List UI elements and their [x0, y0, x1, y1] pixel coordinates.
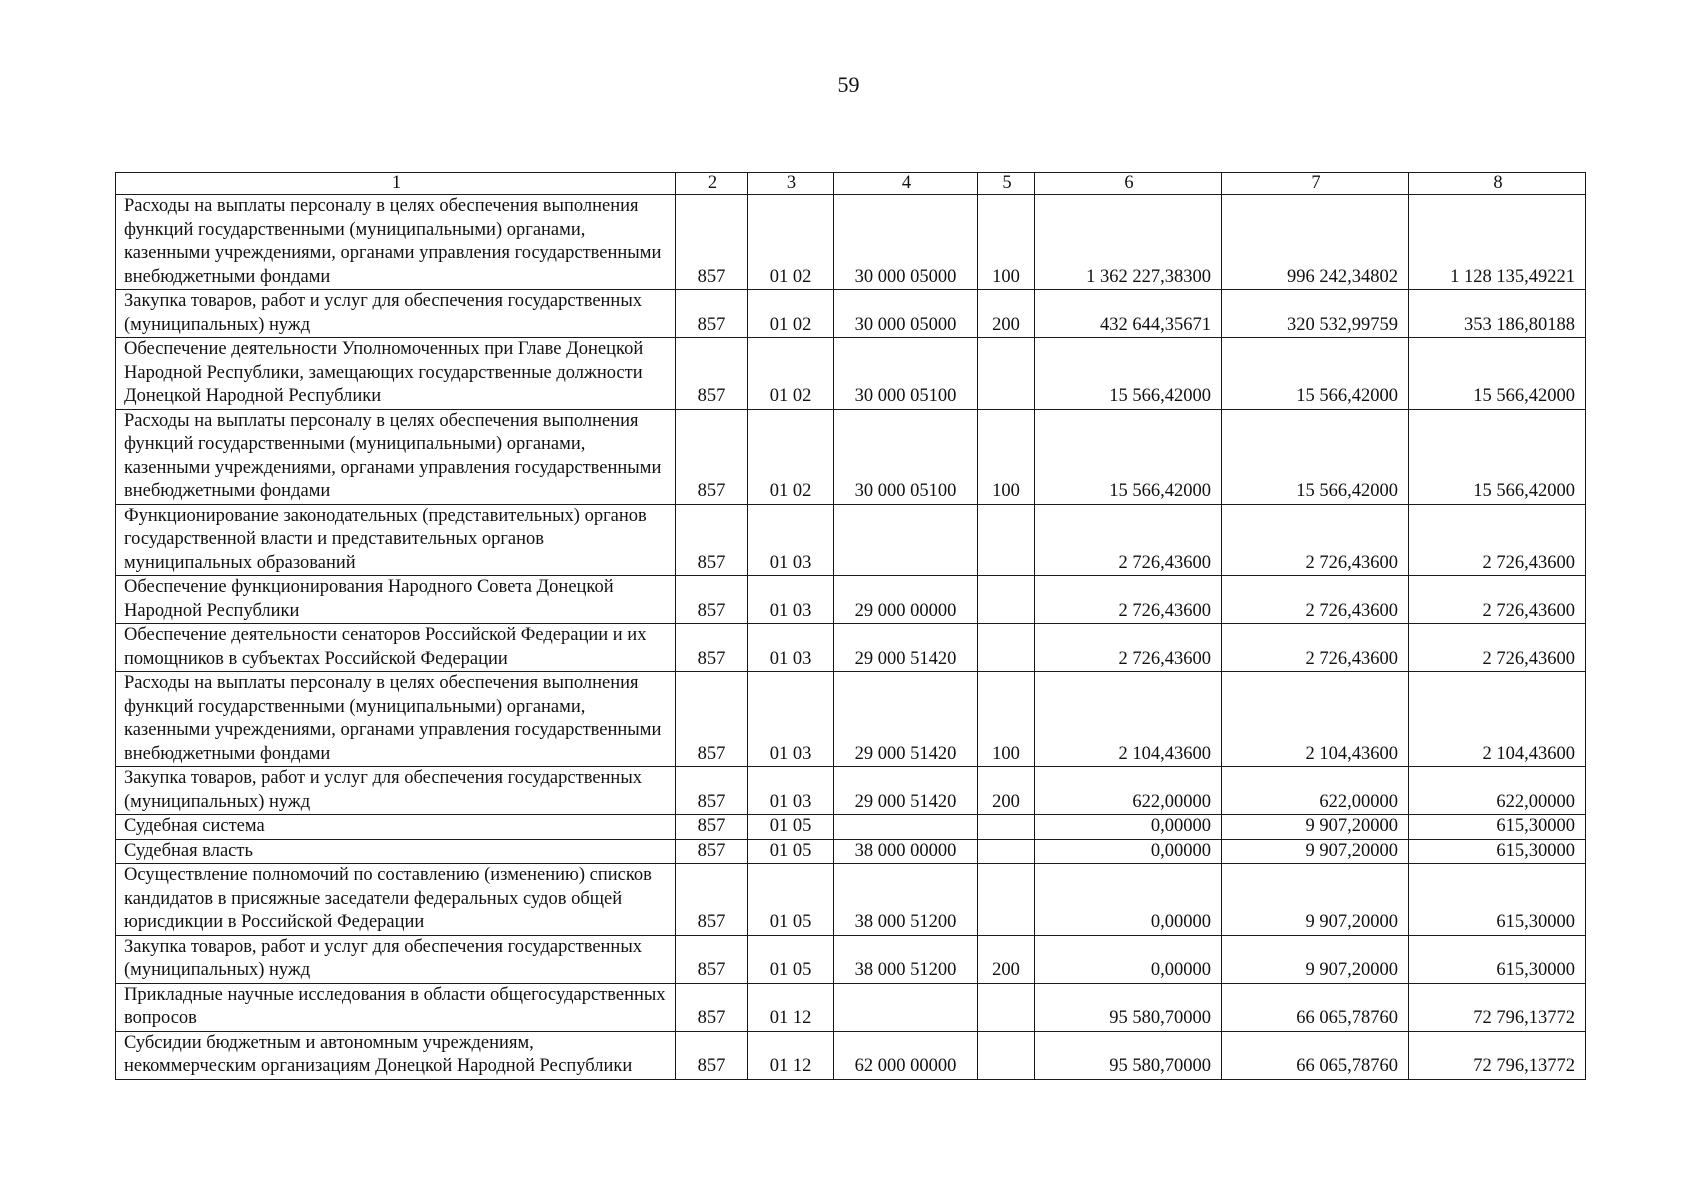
section-code: 01 03	[748, 624, 834, 672]
target-article-code: 30 000 05000	[834, 290, 978, 338]
expense-type-code	[978, 983, 1035, 1031]
department-code: 857	[676, 935, 748, 983]
target-article-code: 29 000 51420	[834, 767, 978, 815]
department-code: 857	[676, 767, 748, 815]
amount-col8: 1 128 135,49221	[1409, 195, 1586, 290]
row-description: Расходы на выплаты персоналу в целях обеспечения выполнения функций государственными (муниципальными) органами, казенными учреждениями, органами управления государственными внебюджетными фондами	[116, 409, 676, 504]
department-code: 857	[676, 1031, 748, 1079]
header-cell: 1	[116, 173, 676, 195]
section-code: 01 12	[748, 1031, 834, 1079]
table-row	[116, 195, 1586, 290]
section-code: 01 02	[748, 409, 834, 504]
amount-col7: 9 907,20000	[1222, 864, 1409, 936]
page-number: 59	[837, 72, 860, 97]
department-code: 857	[676, 624, 748, 672]
section-code: 01 02	[748, 290, 834, 338]
amount-col8: 2 104,43600	[1409, 672, 1586, 767]
amount-col6: 432 644,35671	[1035, 290, 1222, 338]
row-description: Расходы на выплаты персоналу в целях обеспечения выполнения функций государственными (муниципальными) органами, казенными учреждениями, органами управления государственными внебюджетными фондами	[116, 672, 676, 767]
department-code: 857	[676, 839, 748, 864]
table-row	[116, 815, 1586, 840]
section-code: 01 02	[748, 195, 834, 290]
target-article-code: 30 000 05100	[834, 338, 978, 410]
table-row	[116, 672, 1586, 767]
amount-col8: 2 726,43600	[1409, 576, 1586, 624]
header-cell: 4	[834, 173, 978, 195]
department-code: 857	[676, 338, 748, 410]
expense-type-code	[978, 815, 1035, 840]
expense-type-code	[978, 839, 1035, 864]
department-code: 857	[676, 983, 748, 1031]
amount-col7: 622,00000	[1222, 767, 1409, 815]
header-cell: 7	[1222, 173, 1409, 195]
section-code: 01 02	[748, 338, 834, 410]
table-row	[116, 624, 1586, 672]
table-row	[116, 504, 1586, 576]
amount-col7: 2 726,43600	[1222, 576, 1409, 624]
section-code: 01 03	[748, 672, 834, 767]
section-code: 01 05	[748, 864, 834, 936]
department-code: 857	[676, 195, 748, 290]
department-code: 857	[676, 672, 748, 767]
row-description: Функционирование законодательных (представительных) органов государственной власти и представительных органов муниципальных образований	[116, 504, 676, 576]
target-article-code: 29 000 51420	[834, 624, 978, 672]
amount-col8: 615,30000	[1409, 935, 1586, 983]
amount-col6: 2 104,43600	[1035, 672, 1222, 767]
amount-col7: 2 726,43600	[1222, 504, 1409, 576]
amount-col7: 2 726,43600	[1222, 624, 1409, 672]
amount-col8: 2 726,43600	[1409, 624, 1586, 672]
section-code: 01 05	[748, 839, 834, 864]
expense-type-code	[978, 338, 1035, 410]
amount-col6: 15 566,42000	[1035, 409, 1222, 504]
amount-col6: 622,00000	[1035, 767, 1222, 815]
amount-col8: 72 796,13772	[1409, 1031, 1586, 1079]
row-description: Прикладные научные исследования в области общегосударственных вопросов	[116, 983, 676, 1031]
amount-col8: 15 566,42000	[1409, 409, 1586, 504]
amount-col6: 2 726,43600	[1035, 504, 1222, 576]
amount-col7: 2 104,43600	[1222, 672, 1409, 767]
header-cell: 6	[1035, 173, 1222, 195]
target-article-code: 62 000 00000	[834, 1031, 978, 1079]
amount-col8: 615,30000	[1409, 864, 1586, 936]
table-row	[116, 290, 1586, 338]
amount-col8: 615,30000	[1409, 839, 1586, 864]
expense-type-code: 200	[978, 290, 1035, 338]
department-code: 857	[676, 290, 748, 338]
department-code: 857	[676, 815, 748, 840]
section-code: 01 05	[748, 815, 834, 840]
table-header	[116, 173, 1586, 195]
table-row	[116, 839, 1586, 864]
expense-type-code	[978, 504, 1035, 576]
target-article-code: 38 000 51200	[834, 935, 978, 983]
expense-type-code: 200	[978, 935, 1035, 983]
department-code: 857	[676, 864, 748, 936]
section-code: 01 03	[748, 767, 834, 815]
target-article-code	[834, 983, 978, 1031]
section-code: 01 03	[748, 576, 834, 624]
amount-col7: 66 065,78760	[1222, 983, 1409, 1031]
amount-col7: 15 566,42000	[1222, 338, 1409, 410]
amount-col8: 2 726,43600	[1409, 504, 1586, 576]
department-code: 857	[676, 409, 748, 504]
amount-col8: 622,00000	[1409, 767, 1586, 815]
amount-col6: 95 580,70000	[1035, 1031, 1222, 1079]
table-row	[116, 935, 1586, 983]
amount-col6: 95 580,70000	[1035, 983, 1222, 1031]
target-article-code	[834, 815, 978, 840]
expense-type-code: 100	[978, 672, 1035, 767]
budget-table	[115, 172, 1586, 1080]
header-cell: 8	[1409, 173, 1586, 195]
row-description: Обеспечение деятельности сенаторов Российской Федерации и их помощников в субъектах Российской Федерации	[116, 624, 676, 672]
expense-type-code: 100	[978, 409, 1035, 504]
expense-type-code	[978, 624, 1035, 672]
table-row	[116, 864, 1586, 936]
row-description: Расходы на выплаты персоналу в целях обеспечения выполнения функций государственными (муниципальными) органами, казенными учреждениями, органами управления государственными внебюджетными фондами	[116, 195, 676, 290]
amount-col7: 996 242,34802	[1222, 195, 1409, 290]
header-row	[116, 173, 1586, 195]
amount-col6: 0,00000	[1035, 815, 1222, 840]
amount-col6: 2 726,43600	[1035, 624, 1222, 672]
department-code: 857	[676, 504, 748, 576]
expense-type-code: 100	[978, 195, 1035, 290]
table-row	[116, 1031, 1586, 1079]
row-description: Обеспечение деятельности Уполномоченных при Главе Донецкой Народной Республики, замещающих государственные должности Донецкой Народной Республики	[116, 338, 676, 410]
section-code: 01 03	[748, 504, 834, 576]
header-cell: 3	[748, 173, 834, 195]
target-article-code: 30 000 05000	[834, 195, 978, 290]
target-article-code: 29 000 00000	[834, 576, 978, 624]
row-description: Осуществление полномочий по составлению (изменению) списков кандидатов в присяжные заседатели федеральных судов общей юрисдикции в Российской Федерации	[116, 864, 676, 936]
target-article-code: 38 000 00000	[834, 839, 978, 864]
amount-col6: 2 726,43600	[1035, 576, 1222, 624]
amount-col7: 9 907,20000	[1222, 815, 1409, 840]
row-description: Судебная система	[116, 815, 676, 840]
amount-col6: 0,00000	[1035, 839, 1222, 864]
row-description: Субсидии бюджетным и автономным учреждениям, некоммерческим организациям Донецкой Народной Республики	[116, 1031, 676, 1079]
table-row	[116, 983, 1586, 1031]
amount-col8: 15 566,42000	[1409, 338, 1586, 410]
row-description: Судебная власть	[116, 839, 676, 864]
expense-type-code	[978, 576, 1035, 624]
target-article-code	[834, 504, 978, 576]
table-row	[116, 576, 1586, 624]
table-body	[116, 195, 1586, 1080]
table-row	[116, 409, 1586, 504]
table-row	[116, 338, 1586, 410]
amount-col7: 15 566,42000	[1222, 409, 1409, 504]
row-description: Обеспечение функционирования Народного Совета Донецкой Народной Республики	[116, 576, 676, 624]
amount-col6: 0,00000	[1035, 935, 1222, 983]
table-row	[116, 767, 1586, 815]
amount-col6: 0,00000	[1035, 864, 1222, 936]
target-article-code: 30 000 05100	[834, 409, 978, 504]
section-code: 01 05	[748, 935, 834, 983]
header-cell: 2	[676, 173, 748, 195]
row-description: Закупка товаров, работ и услуг для обеспечения государственных (муниципальных) нужд	[116, 290, 676, 338]
amount-col7: 320 532,99759	[1222, 290, 1409, 338]
amount-col8: 615,30000	[1409, 815, 1586, 840]
amount-col6: 15 566,42000	[1035, 338, 1222, 410]
header-cell: 5	[978, 173, 1035, 195]
amount-col7: 66 065,78760	[1222, 1031, 1409, 1079]
target-article-code: 29 000 51420	[834, 672, 978, 767]
amount-col6: 1 362 227,38300	[1035, 195, 1222, 290]
expense-type-code	[978, 864, 1035, 936]
amount-col8: 72 796,13772	[1409, 983, 1586, 1031]
department-code: 857	[676, 576, 748, 624]
amount-col7: 9 907,20000	[1222, 839, 1409, 864]
target-article-code: 38 000 51200	[834, 864, 978, 936]
amount-col8: 353 186,80188	[1409, 290, 1586, 338]
expense-type-code	[978, 1031, 1035, 1079]
section-code: 01 12	[748, 983, 834, 1031]
row-description: Закупка товаров, работ и услуг для обеспечения государственных (муниципальных) нужд	[116, 767, 676, 815]
row-description: Закупка товаров, работ и услуг для обеспечения государственных (муниципальных) нужд	[116, 935, 676, 983]
amount-col7: 9 907,20000	[1222, 935, 1409, 983]
expense-type-code: 200	[978, 767, 1035, 815]
